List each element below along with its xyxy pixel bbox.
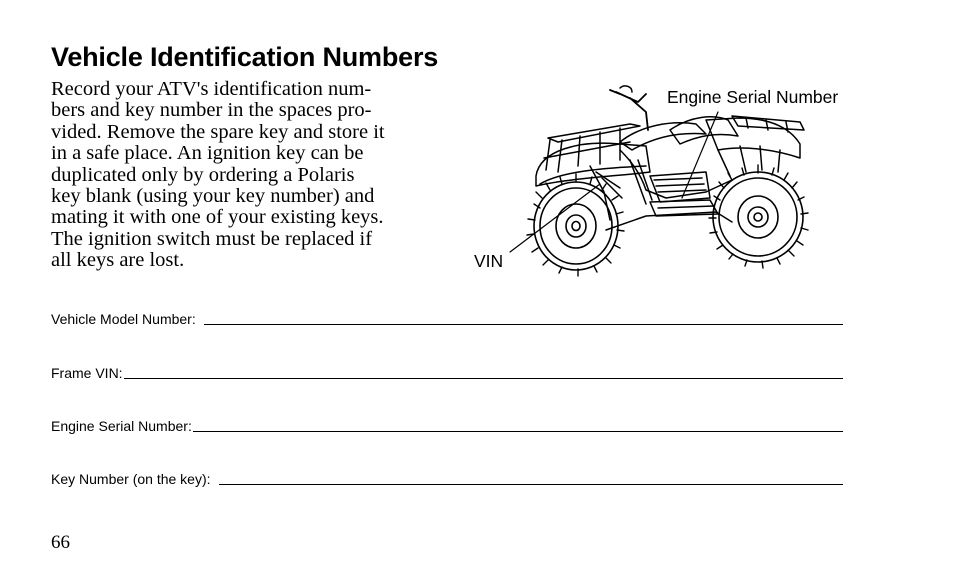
engine-serial-number-field[interactable]: [51, 413, 843, 435]
paragraph-line: Record your ATV's identification num-: [51, 78, 372, 100]
paragraph-line: mating it with one of your existing keys.: [51, 206, 384, 229]
engine-serial-label: Engine Serial Number: [667, 87, 839, 107]
field-label: Vehicle Model Number:: [51, 311, 196, 327]
paragraph-line: duplicated only by ordering a Polaris: [51, 163, 355, 186]
paragraph-line: in a safe place. An ignition key can be: [51, 142, 364, 165]
atv-illustration-icon: [470, 80, 880, 280]
vin-label: VIN: [474, 251, 504, 271]
page-number: 66: [51, 532, 70, 553]
paragraph-line: bers and key number in the spaces pro-: [51, 99, 372, 122]
vehicle-model-number-field[interactable]: [51, 306, 843, 328]
field-label: Frame VIN:: [51, 365, 123, 381]
blank-line[interactable]: [204, 324, 843, 325]
intro-paragraph: [51, 79, 416, 272]
frame-vin-field[interactable]: [51, 360, 843, 382]
paragraph-line: key blank (using your key number) and: [51, 185, 375, 208]
engine-leader-line: [682, 112, 718, 198]
field-label: Key Number (on the key):: [51, 471, 211, 487]
field-label: Engine Serial Number:: [51, 418, 192, 434]
key-number-field[interactable]: [51, 466, 843, 488]
blank-line[interactable]: [193, 431, 843, 432]
blank-line[interactable]: [124, 378, 843, 379]
rear-wheel: [527, 174, 624, 276]
blank-line[interactable]: [219, 484, 843, 485]
paragraph-line: The ignition switch must be replaced if: [51, 227, 373, 250]
paragraph-line: vided. Remove the spare key and store it: [51, 120, 385, 143]
page-title: Vehicle Identification Numbers: [51, 42, 439, 72]
paragraph-line: all keys are lost.: [51, 249, 185, 272]
